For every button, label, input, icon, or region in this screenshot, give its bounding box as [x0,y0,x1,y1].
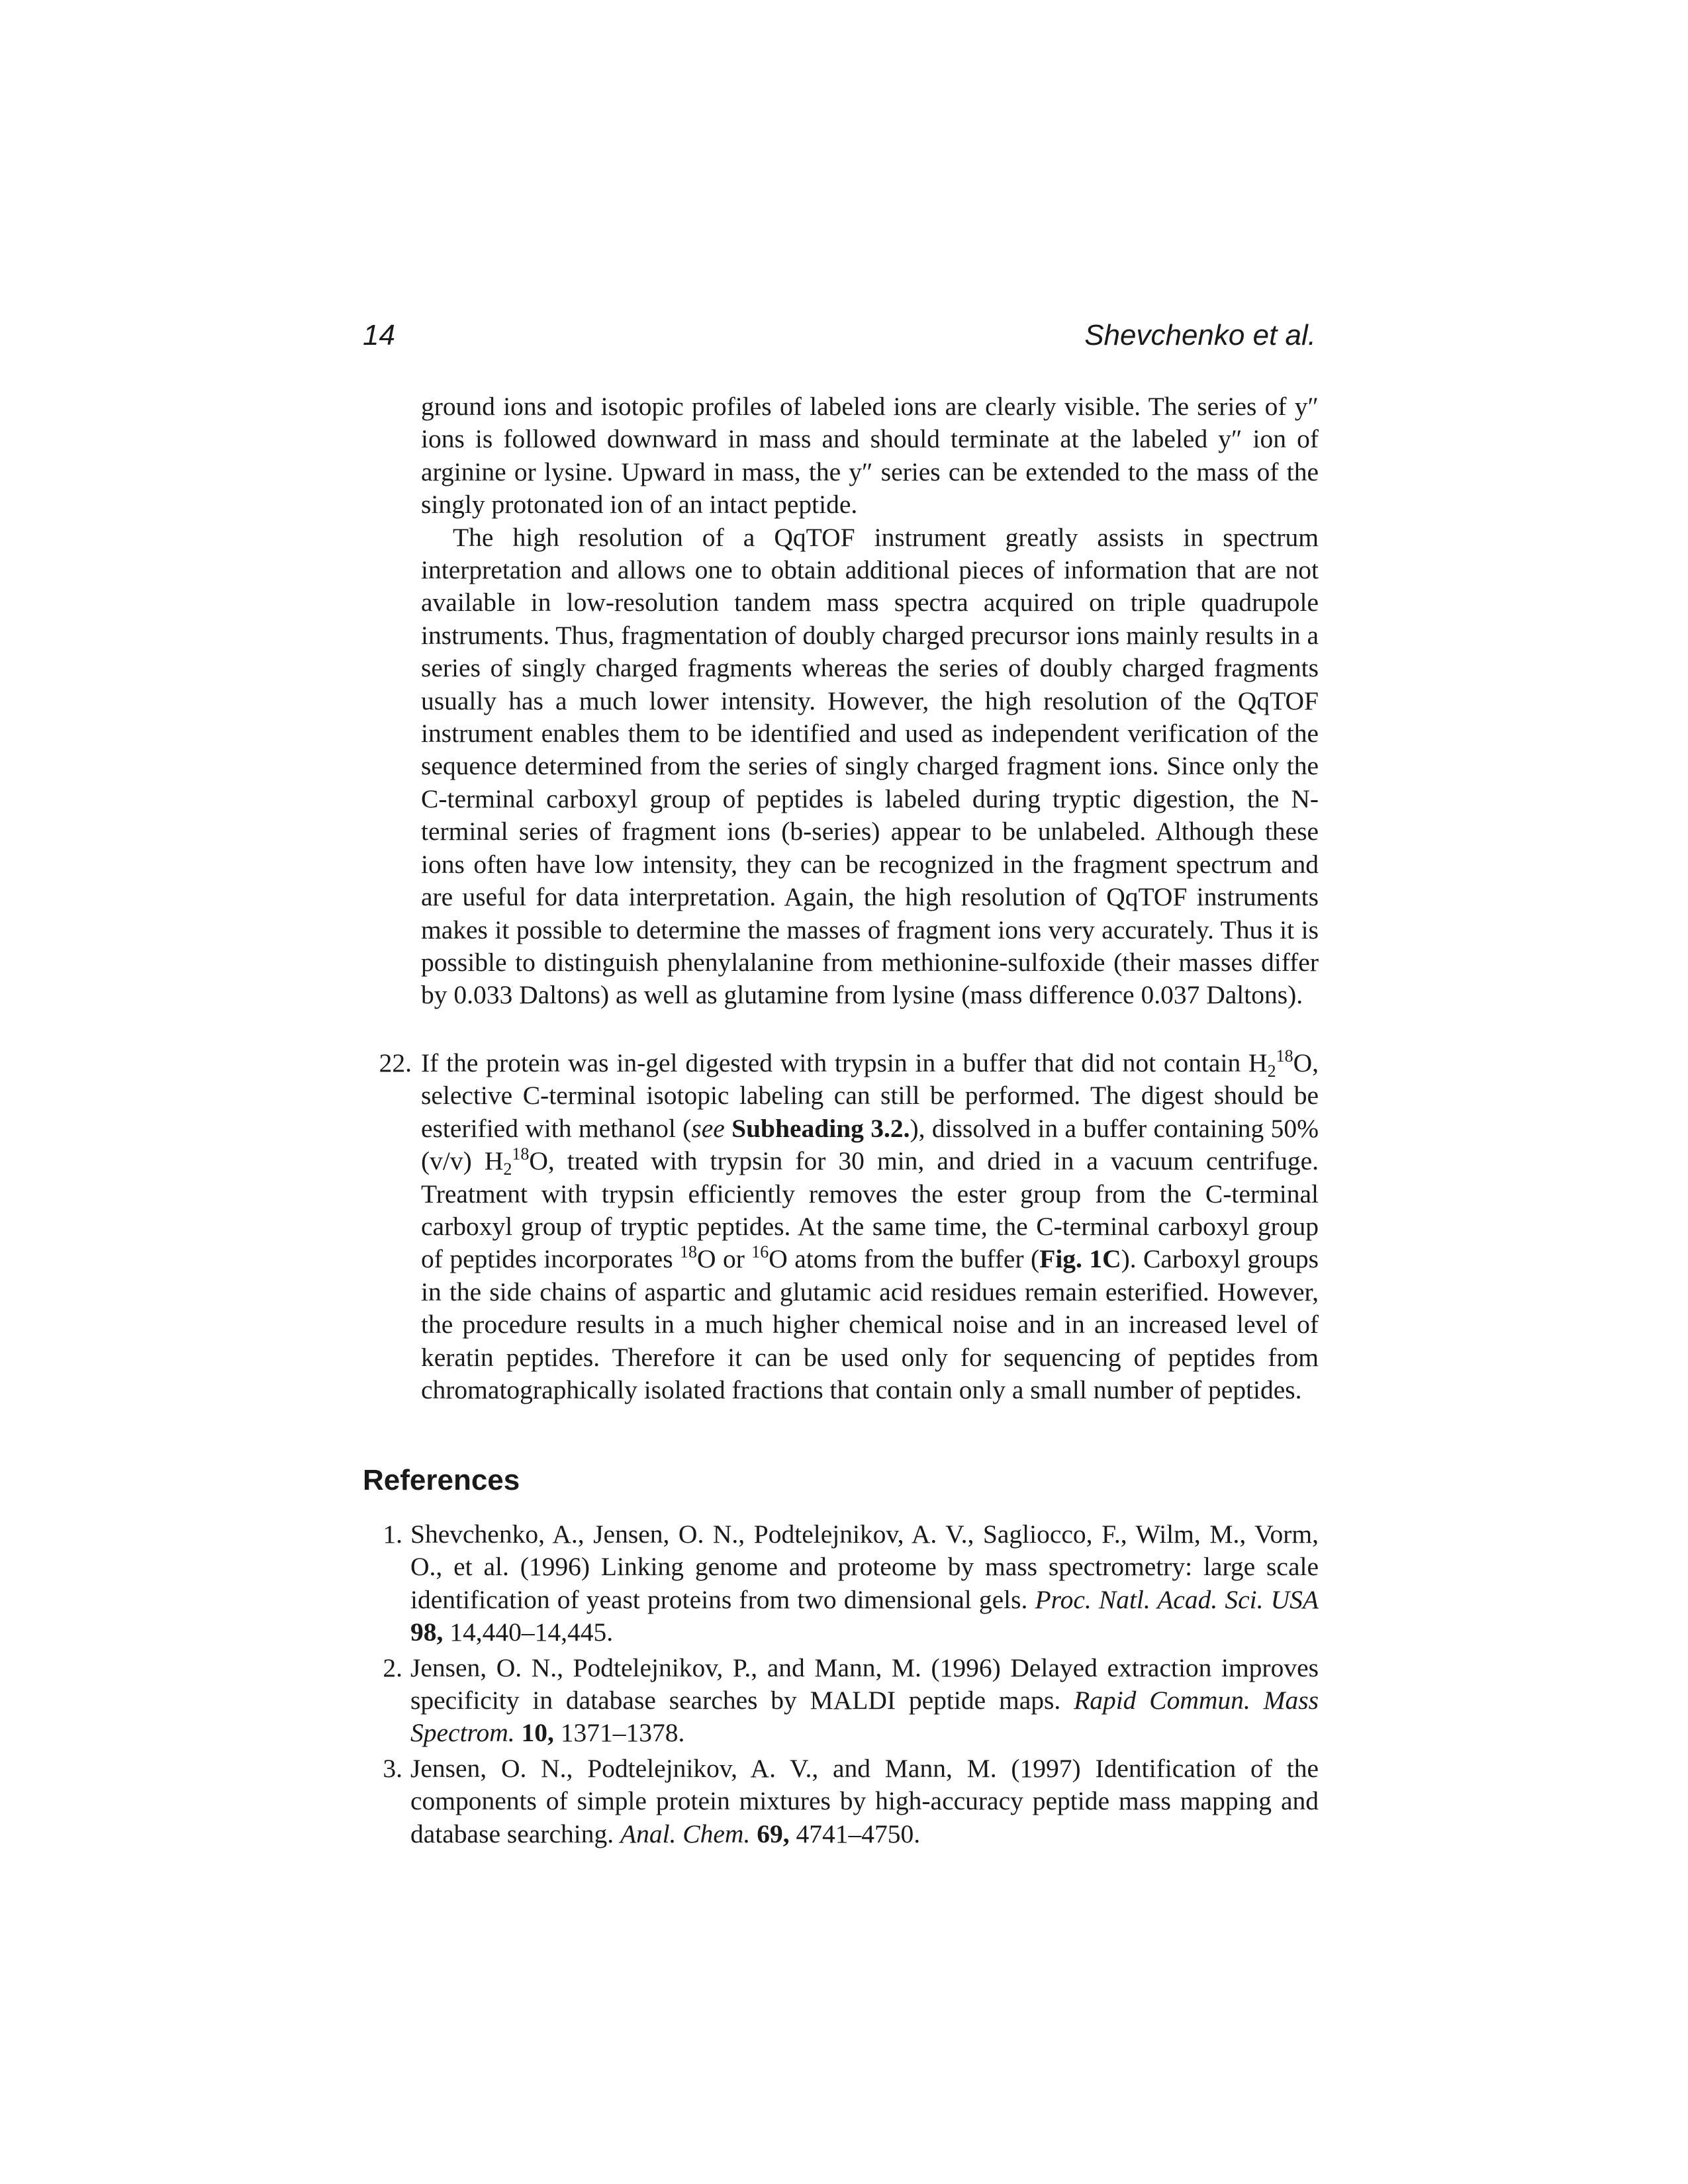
running-head: Shevchenko et al. [1084,319,1316,351]
note-22 [379,1046,1319,1406]
volume: 69, [757,1819,790,1848]
reference-item: 1. Shevchenko, A., Jensen, O. N., Podtelejnikov, A. V., Sagliocco, F., Wilm, M., Vorm, O., et al. (1996) Linking genome and proteome by mass spectrometry: large scale identification of yeast proteins from two dimensional gels. Proc. Natl. Acad. Sci. USA 98, 14,440–14,445. [410,1518,1319,1649]
reference-number: 1. [383,1520,402,1549]
volume: 10, [521,1718,554,1748]
note-number: 22. [379,1048,412,1077]
reference-item: 2. Jensen, O. N., Podtelejnikov, P., and Mann, M. (1996) Delayed extraction improves specificity in database searches by MALDI peptide maps. Rapid Commun. Mass Spectrom. 10, 1371–1378. [410,1652,1319,1750]
journal-name: Proc. Natl. Acad. Sci. USA [1035,1584,1319,1614]
journal-name: Anal. Chem. [620,1819,751,1848]
subheading-link: Subheading 3.2. [731,1113,910,1143]
paragraph-1: ground ions and isotopic profiles of labeled ions are clearly visible. The series of y″ ions is followed downward in mass and should terminate at the labeled y″ ion of arginine or lysine. Upward in mass, the y″ series can be extended to the mass of the singly protonated ion of an intact peptide. [421,392,1319,520]
page-header [363,319,1316,365]
note-22-text: If the protein was in-gel digested with trypsin in a buffer that did not contain $H_2^{18}O$, selective C-terminal isotopic labeling can still be performed. The digest should be esterified with methanol (see Subheading 3.2.), dissolved in a buffer containing 50% (v/v) $H_2^{18}O$, treated with trypsin for 30 min, and dried in a vacuum centrifuge. Treatment with trypsin efficiently removes the ester group from the C-terminal carboxyl group of tryptic peptides. At the same time, the C-terminal carboxyl group of peptides incorporates $^{18}$O or $^{16}$O atoms from the buffer (Fig. 1C). Carboxyl groups in the side chains of aspartic and glutamic acid residues remain esterified. However, the procedure results in a much higher chemical noise and in an increased level of keratin peptides. Therefore it can be used only for sequencing of peptides from chromatographically isolated fractions that contain only a small number of peptides. [421,1046,1319,1405]
paragraph-2: The high resolution of a QqTOF instrument greatly assists in spectrum interpretation and allows one to obtain additional pieces of information that are not available in low-resolution tandem mass spectra acquired on triple quadrupole instruments. Thus, fragmentation of doubly charged precursor ions mainly results in a series of singly charged fragments whereas the series of doubly charged fragments usually has a much lower intensity. However, the high resolution of the QqTOF instrument enables them to be identified and used as independent verification of the sequence determined from the series of singly charged fragment ions. Since only the C-terminal carboxyl group of peptides is labeled during tryptic digestion, the N-terminal series of fragment ions (b-series) appear to be unlabeled. Although these ions often have low intensity, they can be recognized in the fragment spectrum and are useful for data interpretation. Again, the high resolution of QqTOF instruments makes it possible to determine the masses of fragment ions very accurately. Thus it is possible to distinguish phenylalanine from methionine-sulfoxide (their masses differ by 0.033 Daltons) as well as glutamine from lysine (mass difference 0.037 Daltons). [421,522,1319,1010]
references-heading: References [363,1464,520,1496]
reference-list [383,1518,1319,1853]
note-21-continuation [421,390,1319,1012]
figure-reference: Fig. 1C [1039,1244,1121,1274]
reference-number: 3. [383,1753,402,1783]
reference-number: 2. [383,1653,402,1682]
reference-item: 3. Jensen, O. N., Podtelejnikov, A. V., and Mann, M. (1997) Identification of the components of simple protein mixtures by high-accuracy peptide mass mapping and database searching. Anal. Chem. 69, 4741–4750. [410,1752,1319,1850]
see-italic: see [691,1113,725,1143]
journal-name: Rapid Commun. Mass Spectrom. [410,1686,1319,1748]
volume: 98, [410,1617,444,1647]
page-number: 14 [363,319,395,351]
